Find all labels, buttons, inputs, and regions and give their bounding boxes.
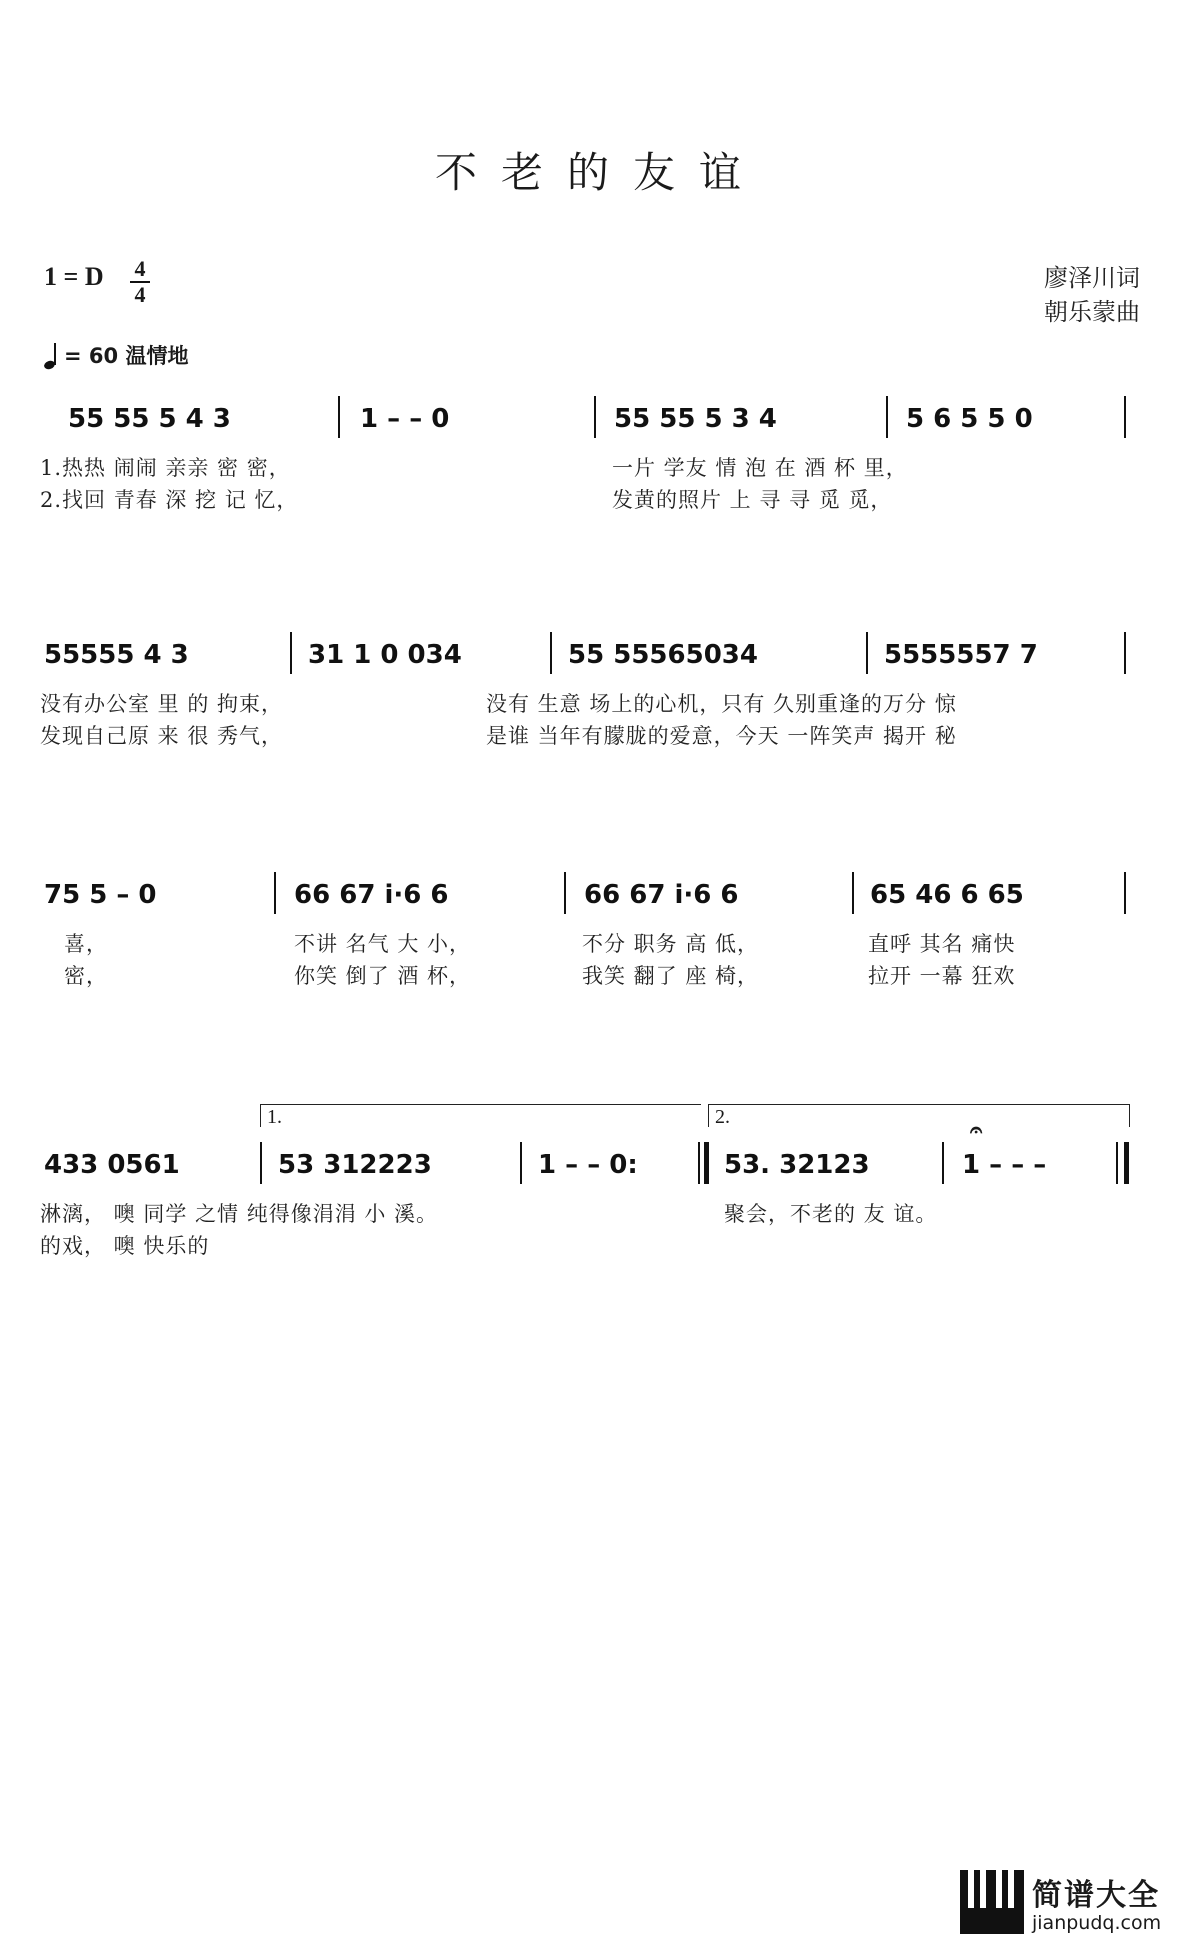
measure-4-5: 1 – – –	[962, 1150, 1047, 1180]
measure-3-4: 65 46 6 65	[870, 880, 1024, 910]
first-ending-bracket	[260, 1104, 701, 1127]
volta-2-label: 2.	[715, 1106, 730, 1128]
lyric-1-verse2a: 2.找回 青春 深 挖 记 忆，	[40, 488, 299, 512]
lyric-3-verse2a: 密，	[64, 964, 108, 988]
measure-1-1: 55 55 5 4 3	[68, 404, 231, 434]
fermata-icon: 𝄐	[970, 1118, 983, 1143]
measure-4-2: 53 312223	[278, 1150, 432, 1180]
lyric-2-verse1b: 没有 生意 场上的心机，只有 久别重逢的万分 惊	[486, 692, 957, 716]
time-signature	[130, 258, 150, 306]
lyric-4-verse1a: 淋漓， 噢 同学 之情 纯得像涓涓 小 溪。	[40, 1202, 439, 1226]
measure-2-4: 5555557 7	[884, 640, 1038, 670]
lyric-3-verse2c: 我笑 翻了 座 椅，	[582, 964, 760, 988]
volta-1-label: 1.	[267, 1106, 282, 1128]
lyric-2-verse2a: 发现自己原 来 很 秀气，	[40, 724, 284, 748]
measure-2-1: 55555 4 3	[44, 640, 189, 670]
measure-2-3: 55 55565034	[568, 640, 758, 670]
tempo-text: = 60 温情地	[64, 344, 189, 368]
second-ending-bracket	[708, 1104, 1130, 1127]
measure-3-1: 75 5 – 0	[44, 880, 157, 910]
tempo-marking	[44, 340, 188, 370]
key-signature: 1 = D	[44, 262, 104, 291]
lyric-4-verse1b: 聚会，不老的 友 谊。	[724, 1202, 938, 1226]
site-logo[interactable]	[960, 1868, 1170, 1938]
measure-4-4: 53. 32123	[724, 1150, 870, 1180]
measure-3-2: 66 67 i·6 6	[294, 880, 449, 910]
lyric-4-verse2a: 的戏， 噢 快乐的	[40, 1234, 210, 1258]
lyric-2-verse2b: 是谁 当年有朦胧的爱意，今天 一阵笑声 揭开 秘	[486, 724, 957, 748]
lyricist-credit: 廖泽川词	[1044, 264, 1140, 292]
lyric-3-verse1a: 喜，	[64, 932, 108, 956]
measure-1-3: 55 55 5 3 4	[614, 404, 777, 434]
quarter-note-icon	[44, 343, 58, 369]
lyric-3-verse2d: 拉开 一幕 狂欢	[868, 964, 1016, 988]
measure-1-4: 5 6 5 5 0	[906, 404, 1033, 434]
lyric-2-verse1a: 没有办公室 里 的 拘束，	[40, 692, 284, 716]
logo-url: jianpudq.com	[1032, 1912, 1162, 1934]
lyric-3-verse1d: 直呼 其名 痛快	[868, 932, 1016, 956]
song-title: 不老的友谊	[434, 148, 765, 197]
time-denominator: 4	[134, 282, 146, 307]
lyric-1-verse1a: 1.热热 闹闹 亲亲 密 密，	[40, 456, 291, 480]
lyric-1-verse2b: 发黄的照片 上 寻 寻 觅 觅，	[612, 488, 893, 512]
measure-3-3: 66 67 i·6 6	[584, 880, 739, 910]
time-numerator: 4	[134, 256, 146, 281]
measure-1-2: 1 – – 0	[360, 404, 450, 434]
logo-name: 简谱大全	[1032, 1878, 1160, 1913]
piano-keys-icon	[960, 1870, 1024, 1934]
lyric-3-verse2b: 你笑 倒了 酒 杯，	[294, 964, 472, 988]
composer-credit: 朝乐蒙曲	[1044, 298, 1140, 326]
measure-2-2: 31 1 0 034	[308, 640, 462, 670]
measure-4-3: 1 – – 0:	[538, 1150, 638, 1180]
measure-4-1: 433 0561	[44, 1150, 180, 1180]
lyric-3-verse1b: 不讲 名气 大 小，	[294, 932, 472, 956]
lyric-1-verse1b: 一片 学友 情 泡 在 酒 杯 里，	[612, 456, 908, 480]
lyric-3-verse1c: 不分 职务 高 低，	[582, 932, 760, 956]
